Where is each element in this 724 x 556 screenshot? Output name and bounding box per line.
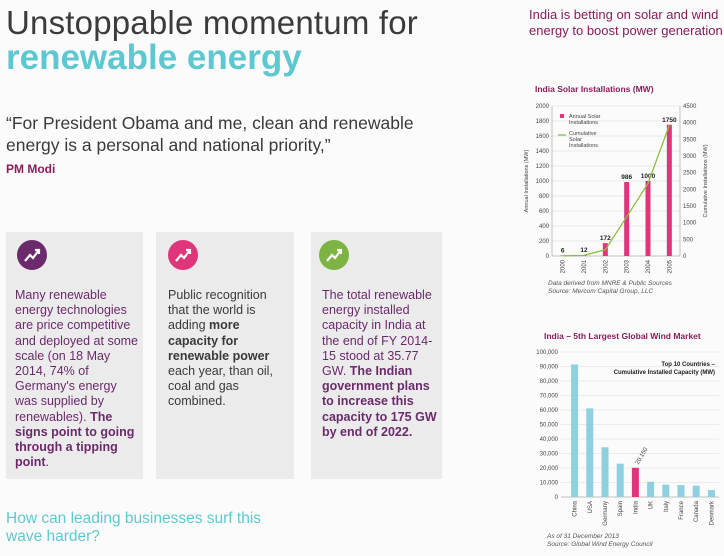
chart-arrow-up-icon	[17, 240, 47, 270]
card-highlight: more capacity for renewable power	[168, 318, 270, 363]
data-label: 172	[599, 235, 611, 243]
wind-chart	[527, 344, 722, 536]
card-highlight: The Indian government plans to increase this capacity to 175 GW by end of 2022.	[322, 364, 437, 439]
y-right-tick-label: 1000	[683, 220, 697, 227]
x-tick-label: Italy	[663, 501, 670, 513]
y-tick-label: 40,000	[539, 437, 558, 443]
chart-source: As of 31 December 2013 Source: Global Wind Energy Council	[547, 533, 653, 548]
legend-label: Cumulative	[569, 131, 597, 137]
solar-chart	[520, 98, 720, 298]
solar-chart-panel	[520, 82, 720, 307]
bar	[586, 408, 593, 497]
bar	[617, 464, 624, 497]
x-tick-label: 2002	[603, 260, 610, 274]
y-right-tick-label: 2000	[683, 187, 697, 194]
y-right-tick-label: 500	[683, 237, 694, 244]
y-tick-label: 1800	[535, 119, 549, 125]
y-tick-label: 20,000	[539, 466, 558, 472]
x-tick-label: Canada	[694, 501, 701, 523]
x-tick-label: 2004	[646, 260, 652, 274]
x-tick-label: Denmark	[709, 501, 716, 526]
card-highlight: The signs point to going through a tipping point	[15, 409, 135, 470]
inner-title: Top 10 Countries –	[661, 362, 715, 368]
y-tick-label: 100,000	[536, 350, 558, 356]
x-tick-label: UK	[648, 501, 655, 510]
x-tick-label: France	[679, 501, 685, 520]
quote-text: “For President Obama and me, clean and renewable energy is a personal and national priority,”	[6, 113, 414, 155]
bar	[632, 468, 639, 497]
y-right-tick-label: 4000	[683, 120, 697, 127]
x-tick-label: 2003	[624, 260, 631, 274]
y-tick-label: 10,000	[539, 480, 558, 487]
chart-arrow-up-icon	[319, 240, 349, 270]
legend-label: Solar	[569, 137, 582, 143]
info-card-public-recognition	[156, 232, 294, 479]
legend-swatch	[560, 114, 564, 118]
y-tick-label: 30,000	[539, 451, 558, 458]
x-tick-label: Spain	[618, 501, 625, 517]
chart-title: India – 5th Largest Global Wind Market	[544, 331, 701, 341]
y-right-tick-label: 1500	[683, 204, 697, 210]
y-right-tick-label: 3500	[683, 137, 697, 144]
bar	[708, 490, 715, 497]
data-label: 1000	[640, 173, 656, 180]
y-right-tick-label: 2500	[683, 170, 697, 177]
y-tick-label: 80,000	[539, 379, 558, 385]
y-tick-label: 0	[554, 495, 558, 501]
bar	[571, 364, 578, 497]
chart-source: Data derived from MNRE & Public Sources Source: Mercom Capital Group, LLC	[548, 280, 672, 295]
card-text: The total renewable energy installed capacity in India at the end of FY 2014-15 stood at 35.77 GW. The Indian government plans to increase this capacity to 175 GW by end of 2022.	[322, 288, 437, 439]
y-tick-label: 200	[538, 239, 549, 245]
y-axis-label: Annual Installations (MW)	[524, 149, 530, 213]
y-tick-label: 1400	[535, 149, 549, 155]
x-tick-label: 2005	[667, 260, 674, 274]
bar	[678, 485, 685, 497]
data-label: 20,150	[634, 446, 650, 466]
page-title: Unstoppable momentum for	[6, 4, 418, 41]
y-axis-right-label: Cumulative Installations (MW)	[703, 144, 709, 218]
card-text: Many renewable energy technologies are price competitive and deployed at some scale (on 18 May 2014, 74% of Germany's energy was supplied by renewables). The signs point to going through a tipping point.	[15, 288, 139, 470]
x-tick-label: 2000	[560, 260, 567, 274]
closing-question: How can leading businesses surf this wave harder?	[6, 510, 262, 545]
card-text: Public recognition that the world is adding more capacity for renewable power each year, than oil, coal and gas combined.	[168, 288, 273, 409]
info-card-germany	[6, 232, 143, 479]
y-tick-label: 400	[538, 224, 549, 230]
inner-title: Cumulative Installed Capacity (MW)	[613, 370, 715, 376]
y-tick-label: 0	[545, 254, 549, 260]
y-right-tick-label: 3000	[683, 154, 697, 160]
y-tick-label: 2000	[535, 104, 549, 110]
chart-arrow-up-icon	[168, 240, 198, 270]
x-tick-label: China	[572, 501, 579, 517]
y-tick-label: 60,000	[539, 408, 558, 414]
x-tick-label: 2001	[582, 260, 588, 274]
info-card-india-capacity	[311, 232, 442, 479]
y-tick-label: 600	[538, 209, 549, 215]
y-right-tick-label: 0	[683, 254, 687, 260]
x-tick-label: USA	[587, 501, 594, 514]
bar	[667, 125, 672, 256]
data-label: 6	[560, 247, 565, 255]
y-tick-label: 800	[538, 194, 549, 200]
data-label: 1750	[662, 116, 677, 124]
quote-author: PM Modi	[6, 162, 56, 176]
bar	[602, 447, 609, 497]
wind-chart-panel	[527, 330, 722, 554]
y-tick-label: 1200	[535, 164, 549, 170]
data-label: 986	[621, 174, 633, 182]
x-tick-label: India	[633, 501, 640, 515]
legend-label: Installations	[569, 120, 599, 126]
bar	[693, 486, 700, 497]
y-tick-label: 1600	[535, 134, 549, 140]
y-tick-label: 90,000	[539, 364, 558, 371]
bar	[647, 482, 654, 497]
data-label: 12	[580, 247, 588, 255]
legend-label: Annual Solar	[569, 114, 601, 120]
page-title-highlight: renewable energy	[6, 38, 302, 77]
chart-title: India Solar Installations (MW)	[535, 84, 654, 94]
y-tick-label: 1000	[535, 179, 549, 185]
y-tick-label: 70,000	[539, 393, 558, 400]
legend-label: Installations	[569, 143, 599, 149]
bar	[646, 181, 651, 256]
y-right-tick-label: 4500	[683, 104, 697, 110]
bar	[662, 485, 669, 497]
sidebar-heading: India is betting on solar and wind energy to boost power generation	[529, 7, 723, 38]
y-tick-label: 50,000	[539, 422, 558, 429]
x-tick-label: Germany	[603, 501, 609, 526]
